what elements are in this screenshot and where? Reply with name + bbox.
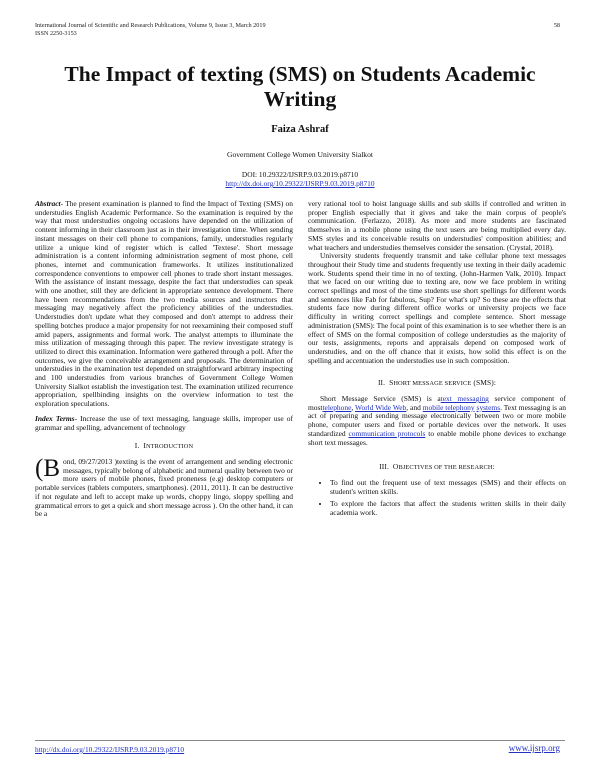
journal-header: International Journal of Scientific and Research Publications, Volume 9, Issue 3, March 2019 [35,22,266,29]
section-heading-sms: II. SHORT MESSAGE SERVICE (SMS): [377,378,497,388]
link-communication-protocols[interactable]: communication protocols [348,428,426,438]
link-text-messaging[interactable]: text messaging [440,394,489,404]
list-item: • To explore the factors that affect the students written skills in their daily academia work. [330,500,566,517]
page-number: 58 [553,22,560,29]
body-paragraph-1: very rational tool to hoist language skills and sub skills if controlled and written in proper English especially that it gives and take the main corpus of people's communication. (Ferlazzo, 2018). As more and more students are fascinated themselves in a mobile phone using the text users are being multiplied every day. SMS styles and its conceivable results on understudies' composition abilities; and what teachers and understudies themselves consider the sensation. (Crystal, 2018). [308,199,566,252]
index-terms-text: - Increase the use of text messaging, language skills, improper use of grammar and spelling, advancement of technology [35,413,293,432]
index-terms-label: Index Terms [35,413,75,423]
footer-divider [35,740,565,741]
doi: DOI: 10.29322/IJSRP.9.03.2019.p8710 [241,170,359,179]
body-paragraph-2: University students frequently transmit and take cellular phone text messages throughout their Study time and students frequently use texting in their daily academic work. Students spend their time in no of texting. (John-Harmen Valk, 2010). Impact that we faced on our writing due to texting are, now we face problem in writing correct spellings and most of the time students use short spellings for different words and sentences like Fab for fabulous, Sup? For what's up? So these are the effects that students face now during different office works or university projects we face difficulty in writing correct spellings and complete sentence. Short message administration (SMS): The focal point of this examination is to see whether there is an effect of SMS on the formal composition of college understudies as the majority of our tests, assignments, reports and appraisals depend on composed work of understudies, and on the off chance that it exists, how solid this effect is on the spelling and accentuation the understudies use in such composition. [308,251,566,365]
link-world-wide-web[interactable]: World Wide Web [355,402,407,412]
intro-paragraph [35,454,293,519]
drop-cap: (B [35,454,60,482]
paper-title: The Impact of texting (SMS) on Students Academic Writing [64,62,536,111]
affiliation: Government College Women University Sialkot [226,150,374,159]
section-heading-introduction: I. INTRODUCTION [134,441,194,451]
link-mobile-telephony[interactable]: mobile telephony [422,402,475,412]
abstract-text: - The present examination is planned to find the Impact of Texting (SMS) on understudies English Academic Performance. So the examination is required by the way that most understudies ongoing occasions have depended on the utilization of content informing in their classroom just as in their investigation time. When sending instant messages on their cell phone to companions, family, understudies regularly utilize a unique kind of register which is called 'Textese'. Short message administration is a content informing administration segment of most phone, cell phones, internet and communication frameworks. It utilizes institutionalized correspondence conventions to empower cell phones to trade short instant messages. With the assistance of instant message, despite the fact that understudies can speak with one another, still they are deficient in appropriate sentence development. There have been recommendations from the two media sources and instructors that messaging may negatively affect the proficiency abilities of the understudies. Understudies don't update what they composed and don't attempt to address their spelling botches produce a major propensity for not reexamining their composed stuff amid papers, assignments and formal work. The analyst attempts to illuminate the miss utilization of messaging through this paper. The review investigate strategy is utilized to direct this examination. Information were gathered through a poll. After the outcomes, we give the conceivable arrangement and proposals. The determination of understudies in the examination test depended on straightforward arbitrary inspecting and 100 understudies from various branches of Government College Women University Sialkot establish the investigation test. The examination utilized recurrence appropriation, spellbinding insights on the overview information to test the exploration speculations. [35,199,293,409]
author-name: Faiza Ashraf [271,124,329,135]
footer-doi-link[interactable]: http://dx.doi.org/10.29322/IJSRP.9.03.2019.p8710 [35,745,185,754]
left-column [35,200,293,519]
section-heading-objectives: III. OBJECTIVES OF THE RESEARCH: [379,462,495,472]
abstract-label: Abstract [35,199,61,208]
intro-text: ond, 09/27/2013 )texting is the event of arrangement and sending electronic messages, typically belong of alphabetic and numeral quality between two or more users of mobile phones, fixed proneness (e.g) desktop computers or portable services (tablets computers, smartphones). (2011, 2011). It can be destructive if not regulate and left to accept make up words, choppy lingo, sloppy spelling and grammatical errors to get a quick and short message across ). On the other hand, it can be a [35,456,293,519]
link-telephone[interactable]: telephone [322,402,352,412]
issn: ISSN 2250-3153 [35,30,77,37]
objectives-list [308,479,566,518]
abstract [35,200,293,409]
doi-link[interactable]: http://dx.doi.org/10.29322/IJSRP.9.03.2019.p8710 [225,179,375,188]
right-column [308,200,566,522]
link-systems[interactable]: systems [476,402,501,412]
sms-paragraph: Short Message Service (SMS) is atext messaging service component of mosttelephone, World Wide Web, and mobile telephony systems. Text messaging is an act of preparing and sending message electronically between two or more mobile phone, computer users and fixed or portable devices over the network. It uses standardized communication protocols to enable mobile phone devices to exchange short text messages. [308,394,566,447]
index-terms [35,415,293,432]
list-item: • To find out the frequent use of text messages (SMS) and their effects on student's written skills. [330,479,566,496]
footer-site-link[interactable]: www.ijsrp.org [508,743,560,753]
